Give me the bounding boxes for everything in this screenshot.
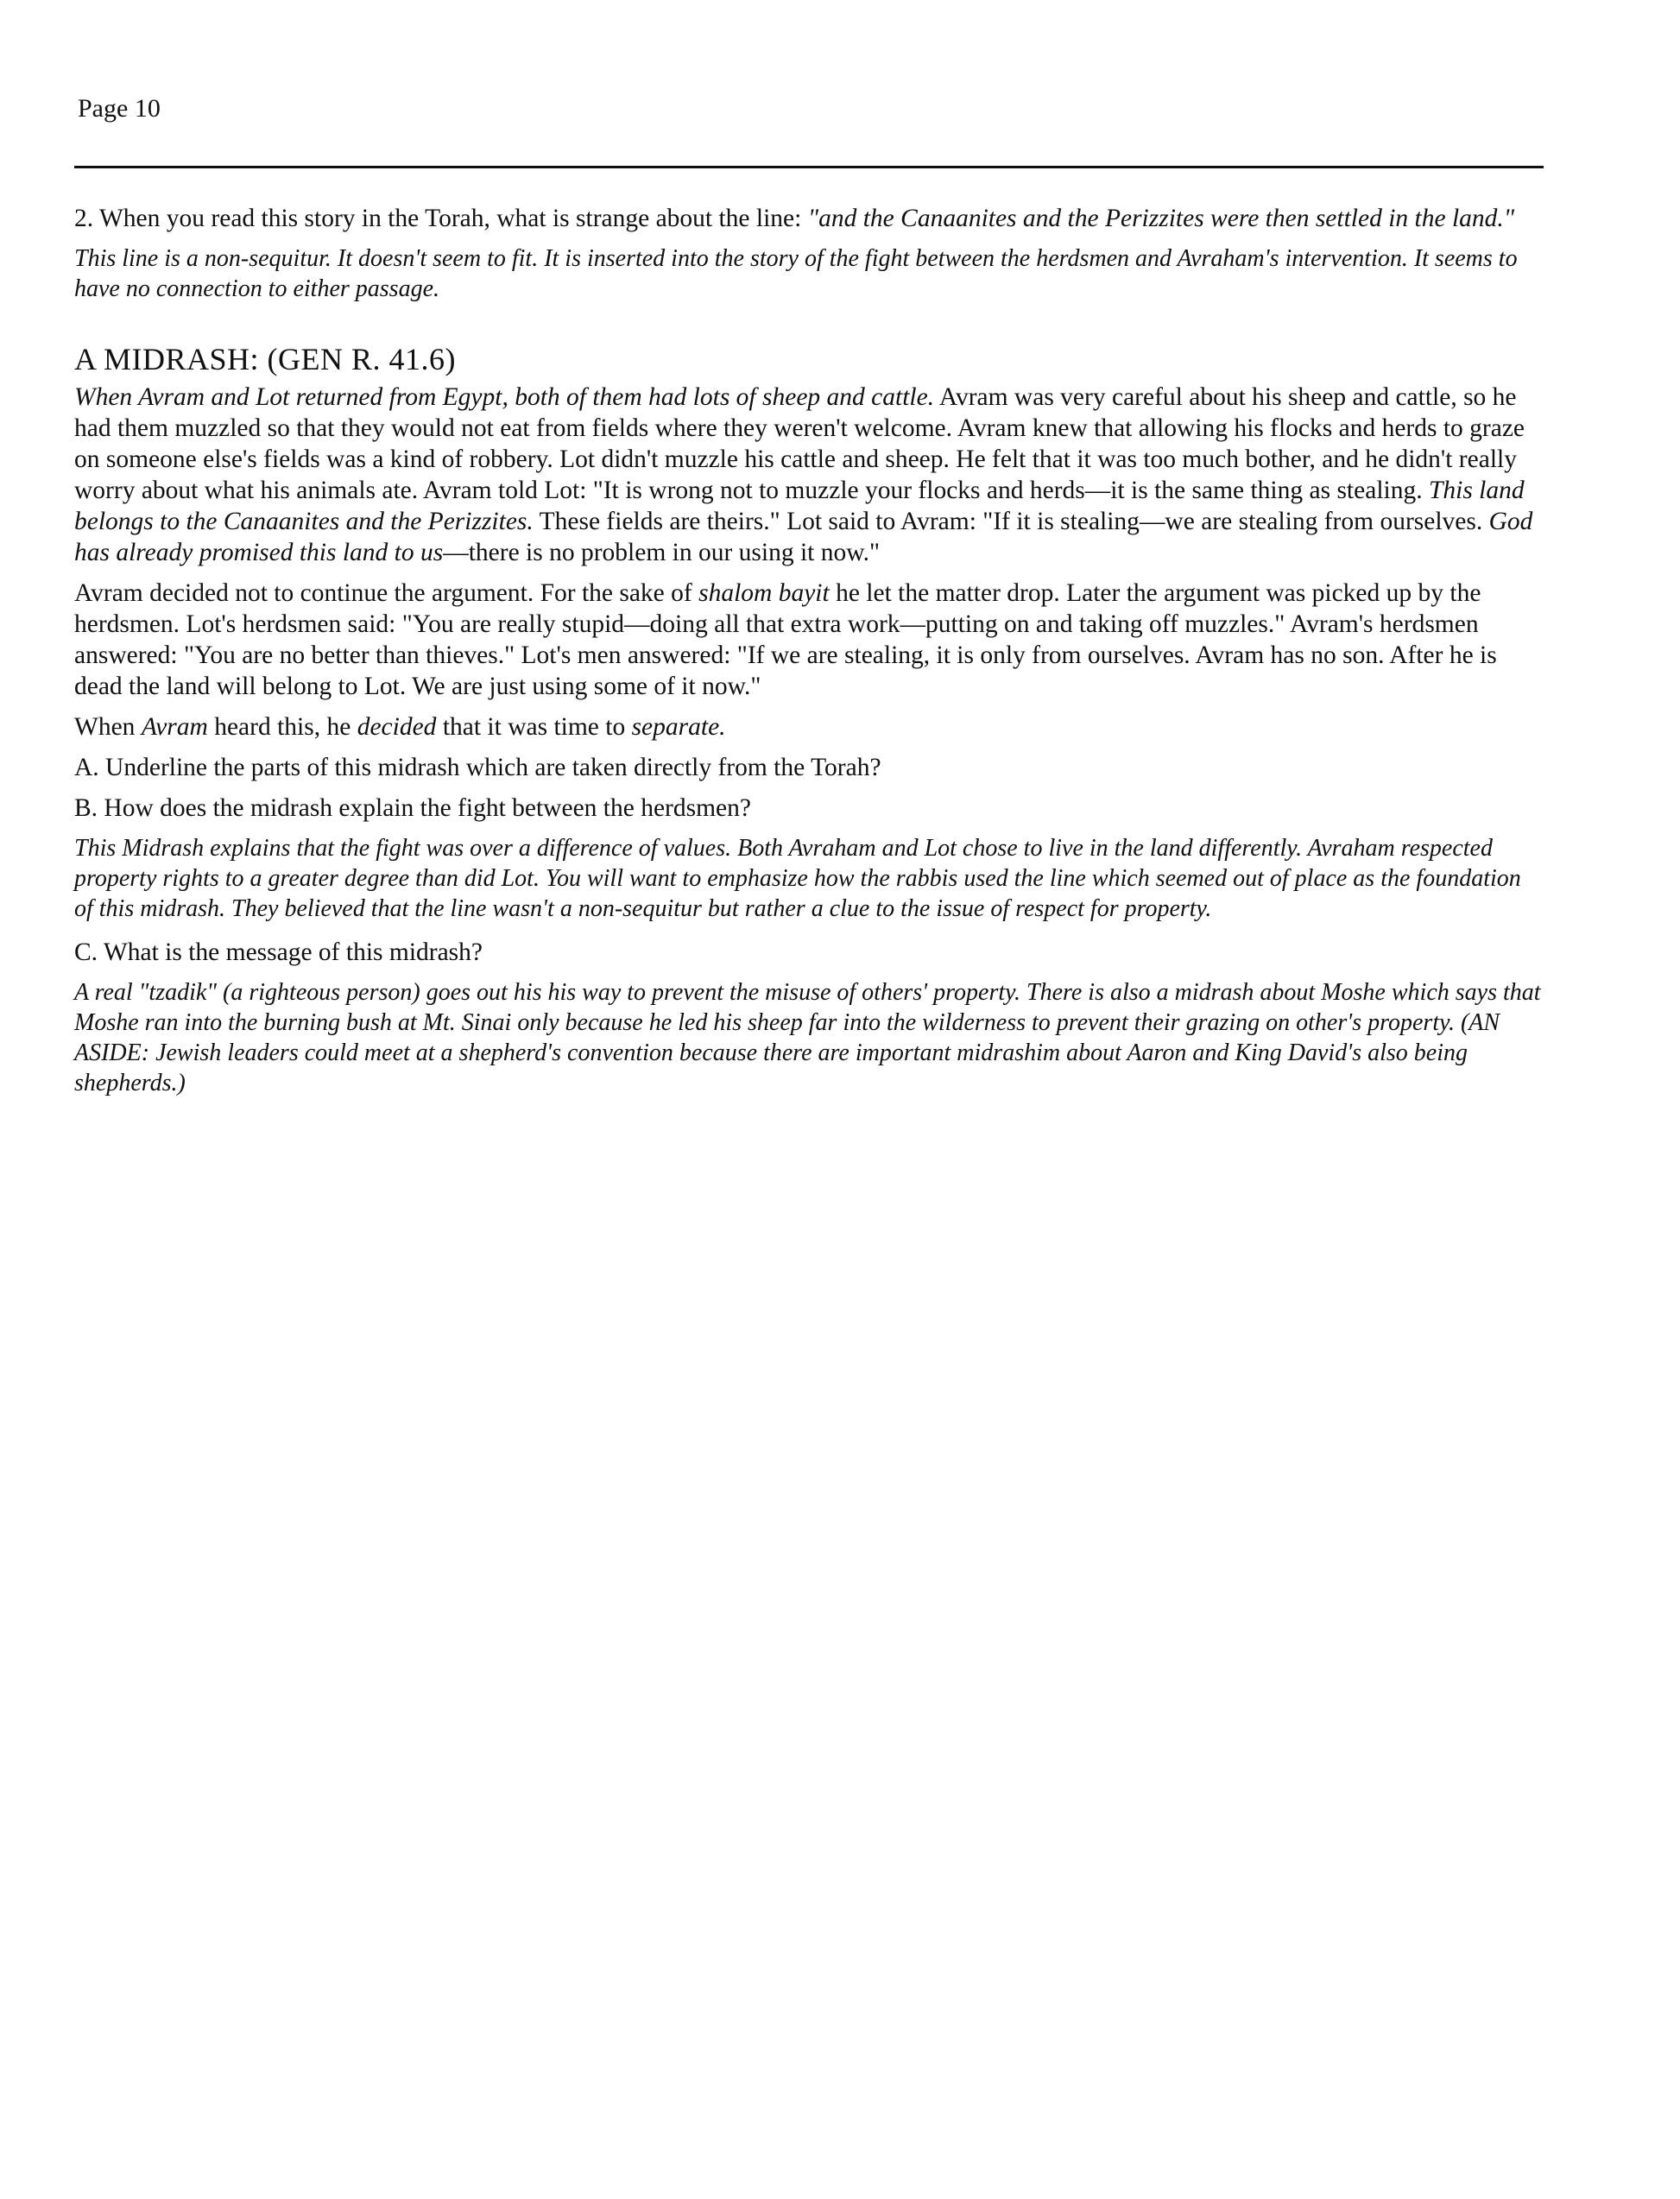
question-b: B. How does the midrash explain the fight between the herdsmen?	[74, 794, 751, 822]
question-2-number: 2.	[74, 205, 94, 232]
midrash-heading: A MIDRASH: (GEN R. 41.6)	[74, 342, 457, 376]
midrash-p1-text-3: —there is no problem in our using it now."	[443, 539, 881, 566]
midrash-p1-torah-quote-2: God has already promised this land to us	[74, 508, 1533, 566]
question-2-prompt: When you read this story in the Torah, what is strange about the line:	[98, 205, 802, 232]
midrash-p2-text: Avram decided not to continue the argument. For the sake of	[74, 579, 699, 607]
answer-b: This Midrash explains that the fight was over a difference of values. Both Avraham and Lot chose to live in the land differently. Avraham respected property rights to a greater degree than did Lot. You will want to emphasize how the rabbis used the line which seemed out of place as the foundation of this midrash. They believed that the line wasn't a non-sequitur but rather a clue to the issue of respect for property.	[74, 835, 1521, 922]
midrash-paragraph-3	[74, 711, 1544, 742]
midrash-p1-intro: When Avram and Lot returned from Egypt, both of them had lots of sheep and cattle.	[74, 383, 935, 411]
answer-c: A real "tzadik" (a righteous person) goes out his his way to prevent the misuse of others' property. There is also a midrash about Moshe which says that Moshe ran into the burning bush at Mt. Sinai only because he led his sheep far into the wilderness to prevent their grazing on other's property. (AN ASIDE: Jewish leaders could meet at a shepherd's convention because there are important midrashim about Aaron and King David's also being shepherds.)	[74, 979, 1541, 1096]
midrash-p3-name: Avram	[141, 713, 208, 741]
question-2-quote: "and the Canaanites and the Perizzites were then settled in the land."	[807, 205, 1515, 232]
question-c: C. What is the message of this midrash?	[74, 938, 483, 966]
midrash-paragraph-1	[74, 382, 1544, 568]
midrash-p3-text-3: that it was time to	[436, 713, 632, 741]
midrash-p3-word-2: separate.	[631, 713, 726, 741]
page-number: Page 10	[78, 94, 161, 123]
question-2-answer: This line is a non-sequitur. It doesn't seem to fit. It is inserted into the story of the fight between the herdsmen and Avraham's intervention. It seems to have no connection to either passage.	[74, 245, 1518, 302]
midrash-p1-torah-quote: This land belongs to the Canaanites and the Perizzites.	[74, 477, 1525, 535]
midrash-p3-text: When	[74, 713, 142, 741]
midrash-p2-text-2: he let the matter drop. Later the argument was picked up by the herdsmen. Lot's herdsmen said: "You are really stupid—doing all that extra work—putting on and taking off muzzles." Avram's herdsmen answered: "You are no better than thieves." Lot's men answered: "If we are stealing, it is only from ourselves. Avram has no son. After he is dead the land will belong to Lot. We are just using some of it now."	[74, 579, 1497, 700]
midrash-p3-text-2: heard this, he	[207, 713, 357, 741]
midrash-p3-word: decided	[357, 713, 437, 741]
midrash-p1-text: Avram was very careful about his sheep and cattle, so he had them muzzled so that they would not eat from fields where they weren't welcome. Avram knew that allowing his flocks and herds to graze on someone else's fields was a kind of robbery. Lot didn't muzzle his cattle and sheep. He felt that it was too much bother, and he didn't really worry about what his animals ate. Avram told Lot: "It is wrong not to muzzle your flocks and herds—it is the same thing as stealing.	[74, 383, 1525, 504]
midrash-p2-term: shalom bayit	[698, 579, 830, 607]
question-2	[74, 203, 1544, 234]
midrash-p1-text-2: These fields are theirs." Lot said to Avram: "If it is stealing—we are stealing from ourselves.	[533, 508, 1489, 535]
midrash-paragraph-2	[74, 578, 1544, 702]
question-a: A. Underline the parts of this midrash which are taken directly from the Torah?	[74, 754, 881, 781]
header-rule	[74, 166, 1544, 168]
page-content	[74, 203, 1544, 1111]
